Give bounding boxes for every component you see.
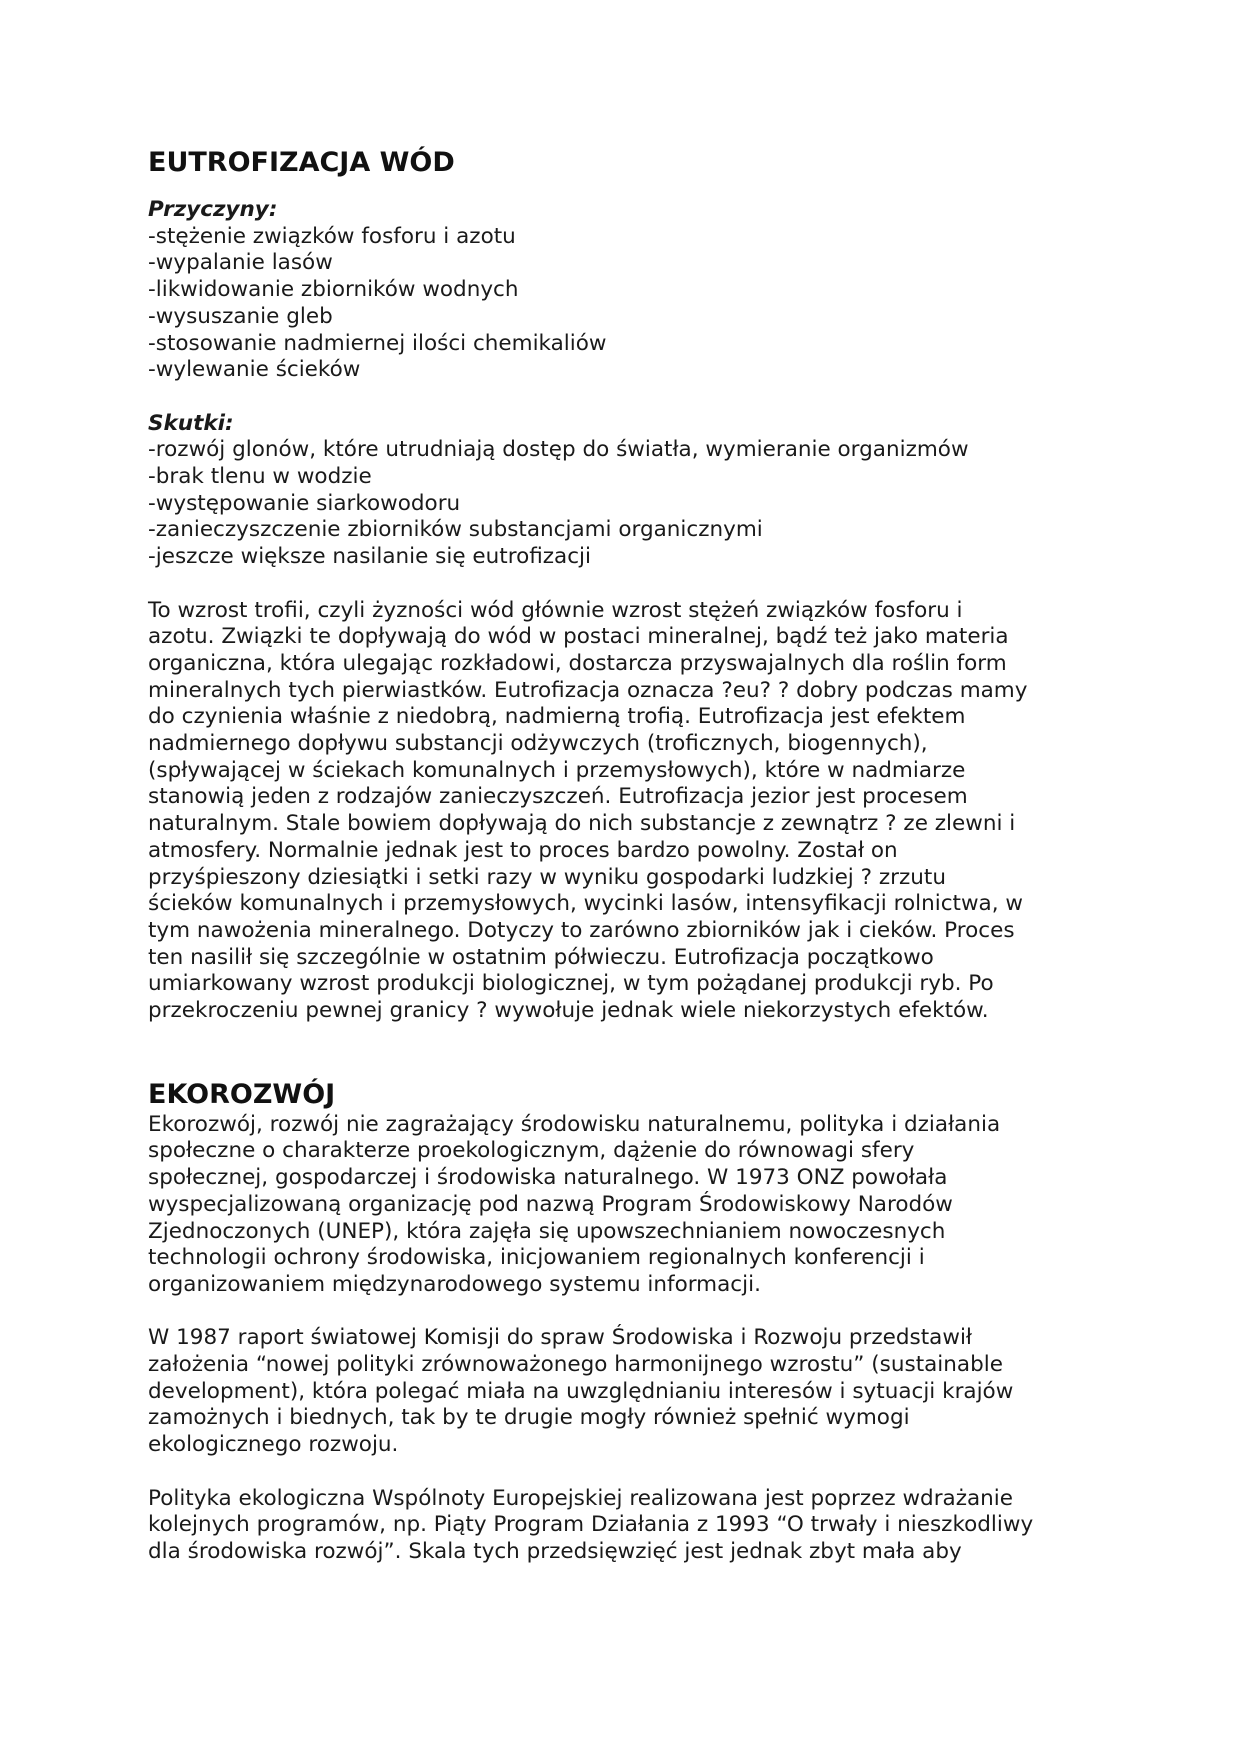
paragraph-line: umiarkowany wzrost produkcji biologicznej, w tym pożądanej produkcji ryb. Po: [148, 971, 994, 997]
list-item: -rozwój glonów, które utrudniają dostęp do światła, wymieranie organizmów: [148, 437, 969, 463]
paragraph-line: ten nasilił się szczególnie w ostatnim półwieczu. Eutrofizacja początkowo: [148, 944, 934, 970]
paragraph-line: naturalnym. Stale bowiem dopływają do nich substancje z zewnątrz ? ze zlewni i: [148, 811, 1016, 837]
paragraph-line: organiczna, która ulegając rozkładowi, dostarcza przyswajalnych dla roślin form: [148, 650, 1007, 676]
causes-heading: Przyczyny:: [148, 197, 278, 222]
list-item: -stosowanie nadmiernej ilości chemikaliów: [148, 330, 607, 356]
paragraph-line: założenia “nowej polityki zrównoważonego harmonijnego wzrostu” (sustainable: [148, 1352, 1003, 1378]
paragraph-line: technologii ochrony środowiska, inicjowaniem regionalnych konferencji i: [148, 1245, 925, 1271]
paragraph-line: zamożnych i biednych, tak by te drugie mogły również spełnić wymogi: [148, 1405, 910, 1431]
paragraph-line: (spływającej w ściekach komunalnych i przemysłowych), które w nadmiarze: [148, 757, 966, 783]
paragraph-line: społeczne o charakterze proekologicznym, dążenie do równowagi sfery: [148, 1138, 915, 1164]
section-title-ekorozwoj: EKOROZWÓJ: [148, 1078, 336, 1110]
paragraph-line: kolejnych programów, np. Piąty Program Działania z 1993 “O trwały i nieszkodliwy: [148, 1512, 1034, 1538]
paragraph-line: społecznej, gospodarczej i środowiska naturalnego. W 1973 ONZ powołała: [148, 1165, 948, 1191]
paragraph-line: przyśpieszony dziesiątki i setki razy w wyniku gospodarki ludzkiej ? zrzutu: [148, 864, 946, 890]
ekorozwoj-paragraph-1: [148, 1112, 1098, 1299]
list-item: -stężenie związków fosforu i azotu: [148, 223, 516, 249]
paragraph-line: Polityka ekologiczna Wspólnoty Europejskiej realizowana jest poprzez wdrażanie: [148, 1485, 1014, 1511]
paragraph-line: Zjednoczonych (UNEP), która zajęła się upowszechnianiem nowoczesnych: [148, 1218, 946, 1244]
eutrofizacja-paragraph: [148, 598, 1098, 1025]
list-item: -występowanie siarkowodoru: [148, 490, 461, 516]
paragraph-line: do czynienia właśnie z niedobrą, nadmierną trofią. Eutrofizacja jest efektem: [148, 704, 966, 730]
paragraph-line: przekroczeniu pewnej granicy ? wywołuje jednak wiele niekorzystych efektów.: [148, 998, 989, 1024]
paragraph-line: ścieków komunalnych i przemysłowych, wycinki lasów, intensyfikacji rolnictwa, w: [148, 891, 1023, 917]
list-item: -jeszcze większe nasilanie się eutrofizacji: [148, 544, 591, 570]
list-item: -likwidowanie zbiorników wodnych: [148, 277, 519, 303]
effects-heading: Skutki:: [148, 410, 234, 436]
paragraph-line: organizowaniem międzynarodowego systemu informacji.: [148, 1271, 761, 1297]
paragraph-line: atmosfery. Normalnie jednak jest to proces bardzo powolny. Został on: [148, 837, 898, 863]
list-item: -wysuszanie gleb: [148, 303, 333, 329]
paragraph-line: azotu. Związki te dopływają do wód w postaci mineralnej, bądź też jako materia: [148, 624, 1009, 650]
paragraph-line: To wzrost trofii, czyli żyzności wód głównie wzrost stężeń związków fosforu i: [148, 597, 963, 623]
list-item: -wypalanie lasów: [148, 250, 333, 276]
paragraph-line: nadmiernego dopływu substancji odżywczych (troficznych, biogennych),: [148, 731, 928, 757]
ekorozwoj-paragraph-2: [148, 1325, 1098, 1459]
paragraph-line: W 1987 raport światowej Komisji do spraw Środowiska i Rozwoju przedstawił: [148, 1325, 973, 1351]
paragraph-line: dla środowiska rozwój”. Skala tych przedsięwzięć jest jednak zbyt mała aby: [148, 1538, 962, 1564]
paragraph-line: wyspecjalizowaną organizację pod nazwą Program Środowiskowy Narodów: [148, 1191, 953, 1217]
causes-list: [148, 224, 1098, 384]
section-title-eutrofizacja: EUTROFIZACJA WÓD: [148, 147, 455, 178]
list-item: -wylewanie ścieków: [148, 357, 361, 383]
document-page: [148, 138, 1098, 1566]
paragraph-line: stanowią jeden z rodzajów zanieczyszczeń. Eutrofizacja jezior jest procesem: [148, 784, 968, 810]
paragraph-line: development), która polegać miała na uwzględnianiu interesów i sytuacji krajów: [148, 1378, 1014, 1404]
paragraph-line: Ekorozwój, rozwój nie zagrażający środowisku naturalnemu, polityka i działania: [148, 1111, 1001, 1137]
paragraph-line: ekologicznego rozwoju.: [148, 1432, 399, 1458]
effects-list: [148, 437, 1098, 571]
paragraph-line: tym nawożenia mineralnego. Dotyczy to zarówno zbiorników jak i cieków. Proces: [148, 917, 1015, 943]
list-item: -zanieczyszczenie zbiorników substancjami organicznymi: [148, 517, 763, 543]
ekorozwoj-paragraph-3: [148, 1486, 1098, 1566]
list-item: -brak tlenu w wodzie: [148, 464, 372, 490]
paragraph-line: mineralnych tych pierwiastków. Eutrofizacja oznacza ?eu? ? dobry podczas mamy: [148, 677, 1028, 703]
